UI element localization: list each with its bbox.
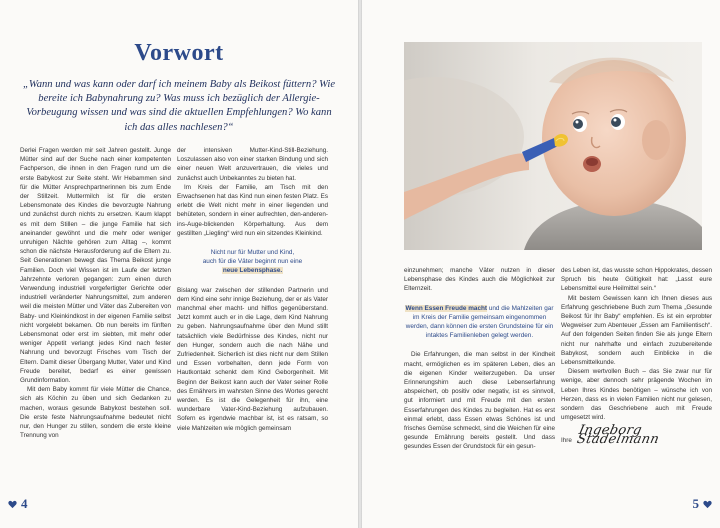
right-column-2 (561, 266, 712, 448)
page-title: Vorwort (134, 40, 224, 66)
paragraph: Bislang war zwischen der stillenden Partnerin und dem Kind eine sehr innige Beziehung, der er als Vater manchmal eher macht- und hilflos gegenüberstand. Jetzt kommt auch er in die Lage, dem Kind Nahrung zu geben. Nahrungsaufnahme über den Mund stillt tatsächlich viele Bedürfnisse des Kindes, nicht nur den Hunger, sondern auch die nach Nähe und Zufriedenheit. Sicherlich ist dies nicht nur dem Stillen und Essen vorbehalten, denn jede Form von Hautkontakt schenkt dem Kind Geborgenheit. Mit Beginn der Beikost kann auch der Vater seiner Rolle des Ernährers im wahrsten Sinne des Wortes gerecht werden. Es ist die Gelegenheit für ihn, eine wunderbare Vater-Kind-Beziehung aufzubauen. Sofern es irgendwie machbar ist, ist es ratsam, so viele Mahlzeiten wie möglich gemeinsam (177, 286, 328, 432)
pull-quote (404, 304, 555, 341)
left-column-2 (177, 146, 328, 433)
page-number-right (693, 496, 713, 512)
paragraph: einzunehmen; manche Väter nutzen in dieser Lebensphase des Kindes auch die Möglichkeit zur Elternzeit. (404, 267, 555, 293)
heart-icon (703, 500, 712, 509)
right-page (362, 0, 720, 528)
pull-quote-line: Nicht nur für Mutter und Kind, (210, 249, 295, 257)
left-column-1 (20, 146, 171, 441)
pull-quote-highlight: Wenn Essen Freude macht (405, 304, 488, 312)
left-page (0, 0, 358, 528)
signature-label: Ihre (561, 436, 572, 444)
paragraph: Die Erfahrungen, die man selbst in der Kindheit macht, ermöglichen es im späteren Leben, dies an die eigenen Kinder weiterzugeben. Da unser Erinnerungshirn auch diese Lebenserfahrung abspeichert, ob positiv oder negativ, ist es sinnvoll, gut informiert und mit Freude mit den ersten Esserfahrungen des Kindes zu begleiten. Hat es erst einmal erlebt, dass Essen etwas Schönes ist und frisches Gemüse schmeckt, sind die Weichen für eine gesunde Ernährung bereits gestellt. Und dass gesundes Essen der Grundstock für ein gesun- (404, 351, 555, 451)
paragraph: des Leben ist, das wusste schon Hippokrates, dessen Spruch bis heute Gültigkeit hat: „Lasst eure Lebensmittel eure Heilmittel sein.“ (561, 267, 712, 293)
paragraph: Im Kreis der Familie, am Tisch mit den Erwachsenen hat das Kind nun einen festen Platz. Es erlebt die Welt nicht mehr in einer liegenden und behüteten, sondern in einer aufrechten, den-anderen-ins-Auge-blickenden Körperhaltung. Aus dem gestillten „Liegling“ wird nun ein sitzendes Kleinkind. (177, 183, 328, 237)
page-number: 5 (692, 496, 699, 511)
heart-icon (8, 500, 17, 509)
intro-quote: „Wann und was kann oder darf ich meinem Baby als Beikost füttern? Wie bereite ich Babynahrung zu? Was muss ich bezüglich der Allergie-Vorbeugung wissen und was sind die aktuellen Empfehlungen? Wo kann ich das alles nachlesen?“ (22, 79, 336, 133)
paragraph: Mit bestem Gewissen kann ich Ihnen dieses aus Erfahrung geschriebene Buch zum Thema „Gesunde Beikost für Ihr Baby“ empfehlen. Es ist ein erprobter Wegweiser zum Abenteuer „Essen am Familientisch“. Auf den folgenden Seiten finden Sie als junge Eltern nicht nur nahrhafte und einfach zuzubereitende Babykost, sondern auch Einblicke in die Lebensmittelkunde. (561, 294, 712, 367)
page-number: 4 (21, 496, 28, 511)
paragraph: Derlei Fragen werden mir seit Jahren gestellt. Junge Mütter sind auf der Suche nach einer kompetenten Fachperson, die ihnen in den Fragen rund um die erste Babykost zur Seite steht. Wir Hebammen sind für die Mütter Ansprechpartnerinnen bis zum Ende der Stillzeit. Muttermilch ist für die ersten Lebensmonate des Kindes die bevorzugte Nahrung und zunächst durch nichts zu ersetzen. Kaum klappt es mit dem Stillen – die junge Familie hat sich aneinander gewöhnt und die mehr oder weniger unruhigen Nächte gehören zum Alltag –, kommt schon die nächste Herausforderung auf die Eltern zu. Seit Generationen bewegt das Thema Beikost junge Familien. Doch viel Wissen ist im Laufe der letzten Jahrzehnte verloren gegangen: zum einen durch Verwendung industriell vorgefertigter Gerichte oder industriell veränderter Nahrungsmittel, zum anderen weil die meisten Mütter und Väter das Zubereiten von Baby- und Kleinkindkost in der eigenen Familie selbst nicht vorgelebt bekamen. Ob nun bereits im fünften Lebensmonat oder erst im siebten, mit mehr oder weniger Appetit verlangt jedes Kind nach fester Nahrung und bevorzugt Frisches vom Tisch der Eltern. Damit dieser Übergang Mutter, Vater und Kind Freude bereitet, bedarf es einer gewissen Grundinformation. (20, 147, 171, 385)
pull-quote (177, 248, 328, 276)
signature-block (561, 423, 712, 448)
page-number-left (8, 496, 28, 512)
paragraph: Diesem wertvollen Buch – das Sie zwar nur für wenige, aber dennoch sehr prägende Wochen im Leben Ihres Kindes benötigen – wünsche ich von Herzen, dass es in vielen Familien nicht nur gelesen, sondern das Geschriebene auch mit Freude umgesetzt wird. (561, 368, 712, 422)
pull-quote-line: auch für die Väter beginnt nun eine (202, 258, 303, 266)
pull-quote-highlight: neue Lebensphase. (222, 267, 283, 275)
right-column-1 (404, 266, 555, 452)
paragraph: der intensiven Mutter-Kind-Still-Beziehung. Loszulassen also von einer starken Bindung und sich einer neuen Welt anzuvertrauen, die vieles und zunächst auch Unbekanntes zu bieten hat. (177, 147, 328, 182)
pull-quote-text: und die Mahlzeiten gar im Kreis der Familie gemeinsam eingenommen werden, dann können die ersten Grundsteine für ein intaktes Familienleben gelegt werden. (405, 304, 554, 340)
signature: Ingeborg Stadelmann (575, 423, 661, 448)
paragraph: Mit dem Baby kommt für viele Mütter die Chance, sich als Köchin zu üben und sich Gedanken zu machen, woraus gesunde Babykost bestehen soll. Die erste feste Nahrungsaufnahme bedeutet nicht nur, den Hunger zu stillen, sondern die erste kleine Trennung von (20, 386, 171, 440)
baby-photo (404, 42, 702, 250)
